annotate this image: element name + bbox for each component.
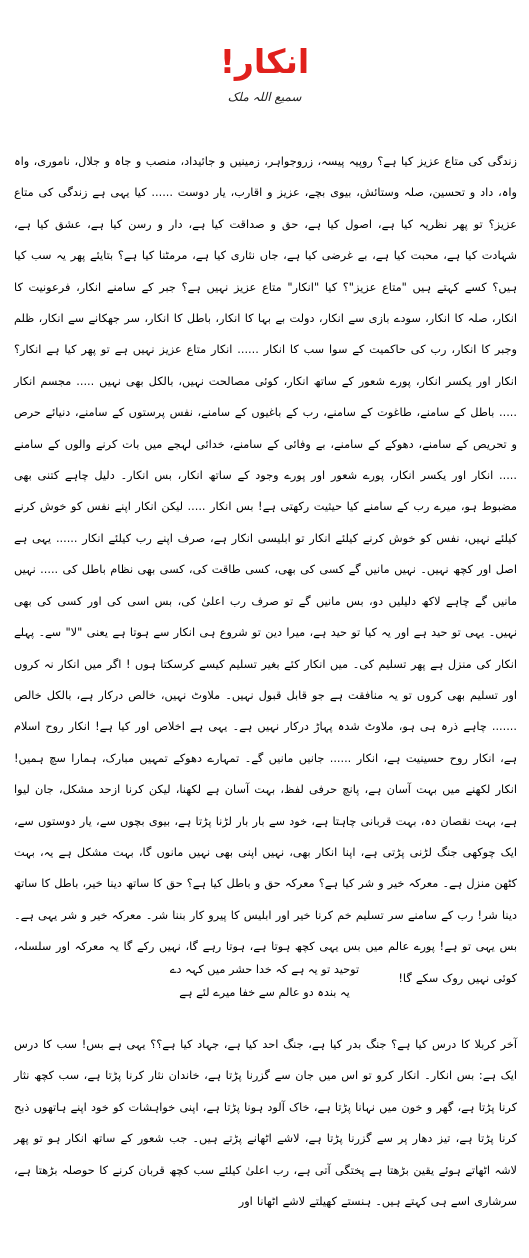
- verse-line-2: یہ بندہ دو عالم سے خفا میرے لئے ہے: [179, 986, 350, 999]
- article-body-part-2: آخر کربلا کا درس کیا ہے؟ جنگ بدر کیا ہے، جنگ احد کیا ہے، جہاد کیا ہے؟؟ یہی ہے بس! سب کا درس ایک ہے: بس انکار۔ انکار کرو تو اس میں جان سے گزرنا پڑتا ہے، خاندان نثار کرنا پڑتا ہے، سب کچھ نثار کرنا پڑتا ہے، گھر و خون میں نہانا پڑتا ہے، خاک آلود ہونا پڑتا ہے، اپنی خواہشات کو خود اپنے ہاتھوں ذبح کرنا پڑتا ہے، تیز دھار پر سے گزرنا پڑتا ہے، لاشے اٹھانے پڑتے ہیں۔ جب شعور کے ساتھ انکار ہو تو پھر لاشہ اٹھاتے ہوئے یقین بڑھتا ہے پختگی آتی ہے، رب اعلیٰ کیلئے سب کچھ قربان کرنے کا حوصلہ بڑھتا ہے، سرشاری اسے ہی کہتے ہیں۔ ہنستے کھیلتے لاشے اٹھانا اور: [14, 1038, 517, 1209]
- article-title: انکار!: [219, 42, 310, 81]
- article-body-part-1: زندگی کی متاع عزیز کیا ہے؟ روپیہ پیسہ، زروجواہر، زمینیں و جائیداد، منصب و جاہ و جلال، ناموری، واہ واہ، داد و تحسین، صلہ وستائش، بیوی بچے، عزیز و اقارب، یار دوست ...... کیا یہی ہے زندگی کی متاع عزیز؟ تو پھر نظریہ کیا ہے، اصول کیا ہے، حق و صداقت کیا ہے، دار و رسن کیا ہے، عشق کیا ہے، شہادت کیا ہے، محبت کیا ہے، بے غرضی کیا ہے، جاں نثاری کیا ہے، مرمٹنا کیا ہے؟ بتایئے پھر یہ سب کیا ہیں؟ کسے کہتے ہیں "متاع عزیز"؟ کیا "انکار" متاع عزیز نہیں ہے؟ جبر کے سامنے انکار، فرعونیت کا انکار، صلہ کا انکار، سودے بازی سے انکار، دولت بے بہا کا انکار، باطل کا انکار، سر جھکانے سے انکار، ظلم وجبر کا انکار، رب کی حاکمیت کے سوا سب کا انکار ...... انکار متاع عزیز نہیں ہے تو پھر کیا ہے انکار؟ انکار اور یکسر انکار، پورے شعور کے ساتھ انکار، کوئی مصالحت نہیں، بالکل بھی نہیں ..... مجسم انکار ..... باطل کے سامنے، طاغوت کے سامنے، رب کے باغیوں کے سامنے، نفس پرستوں کے سامنے، دنیائے حرص و تحریص کے سامنے، دھوکے کے سامنے، بے وفائی کے سامنے، خدائی لہجے میں بات کرنے والوں کے سامنے ..... انکار اور یکسر انکار، پورے شعور اور پورے وجود کے ساتھ انکار، بس انکار۔ دلیل چاہے کتنی بھی مضبوط ہو، میرے رب کے سامنے کیا حیثیت رکھتی ہے! بس انکار ..... لیکن انکار اپنے نفس کو خوش کرنے کیلئے نہیں، نفس کو خوش کرنے کیلئے انکار تو ابلیسی انکار ہے، صرف اپنے رب کیلئے انکار ...... یہی ہے اصل اور کچھ نہیں۔ نہیں مانیں گے کسی کی بھی، کسی طاقت کی، کسی بھی نظام باطل کی ..... نہیں مانیں گے چاہے لاکھ دلیلیں دو، بس مانیں گے تو صرف رب اعلیٰ کی، بس اسی کی اور کسی کی بھی نہیں۔ یہی تو حید ہے اور یہ کیا تو حید ہے، میرا دین تو شروع ہی انکار سے ہوتا ہے یعنی "لا" سے۔ پہلے انکار کی منزل ہے پھر تسلیم کی۔ میں انکار کئے بغیر تسلیم کیسے کرسکتا ہوں ! اگر میں انکار نہ کروں اور تسلیم بھی کروں تو یہ منافقت ہے جو قابل قبول نہیں۔ ملاوٹ نہیں، خالص درکار ہے، بالکل خالص ....... چاہے ذرہ ہی ہو، ملاوٹ شدہ پہاڑ درکار نہیں ہے۔ یہی ہے اخلاص اور کیا ہے! انکار روح اسلام ہے، انکار روح حسینیت ہے، انکار ...... جانیں مانیں گے۔ تمہارے دھوکے تمہیں مبارک، ہمارا سچ ہمیں! انکار لکھنے میں بہت آسان ہے، پانچ حرفی لفظ، بہت آسان ہے لکھنا، لیکن کرنا ازحد مشکل، جان لیوا ہے، بہت نقصان دہ، بہت قربانی چاہتا ہے، خود سے بار بار لڑنا پڑتا ہے، بیوی بچوں سے، یار دوستوں سے، ایک چوکھی جنگ لڑنی پڑتی ہے، اپنا انکار بھی، نہیں اپنی بھی نہیں مانوں گا، بہت مشکل ہے یہ، بہت کٹھن منزل ہے۔ معرکہ خیر و شر کیا ہے؟ معرکہ حق و باطل کیا ہے؟ حق کا ساتھ دینا خیر، باطل کا ساتھ دینا شر! رب کے سامنے سر تسلیم خم کرنا خیر اور ابلیس کا پیرو کار بننا شر۔ معرکہ خیر و شر یہی ہے۔ بس یہی تو ہے! پورے عالم میں بس یہی کچھ ہوتا ہے، ہوتا رہے گا، نہیں رکے گا یہ معرکہ اور سلسلہ، کوئی نہیں روک سکے گا!: [14, 155, 517, 985]
- verse-line-1: توحید تو یہ ہے کہ خدا حشر میں کہہ دے: [169, 963, 360, 976]
- author-name: سمیع اللہ ملک: [227, 90, 302, 104]
- poetry-verse: [0, 958, 529, 1004]
